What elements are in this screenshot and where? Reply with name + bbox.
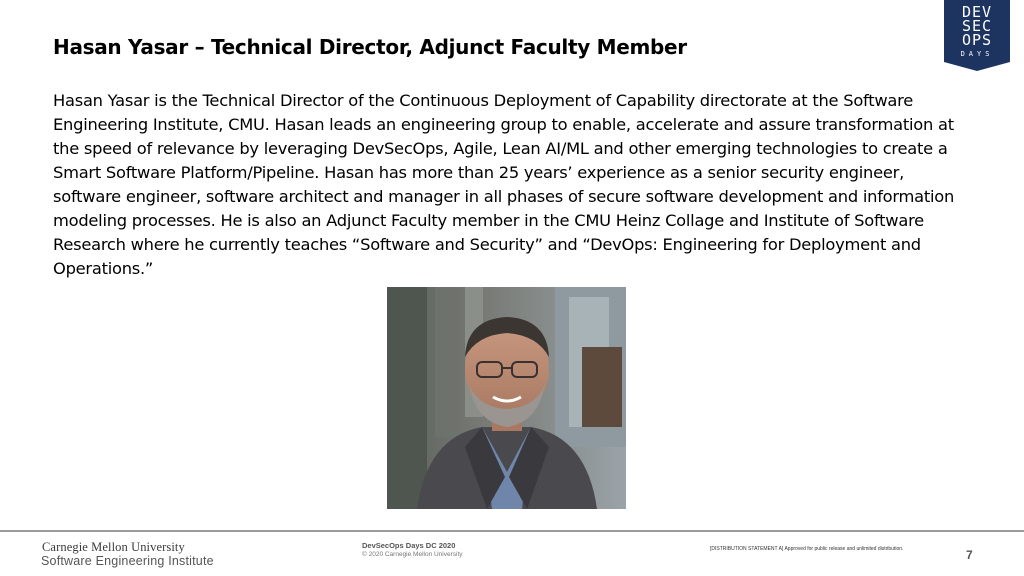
copyright-notice: © 2020 Carnegie Mellon University xyxy=(362,551,463,558)
slide-title: Hasan Yasar – Technical Director, Adjunct Faculty Member xyxy=(53,35,687,59)
logo-line-days: DAYS xyxy=(960,50,994,58)
logo-line-sec: SEC xyxy=(961,17,993,35)
event-name: DevSecOps Days DC 2020 xyxy=(362,541,456,550)
distribution-statement: [DISTRIBUTION STATEMENT A] Approved for public release and unlimited distribution. xyxy=(710,546,904,552)
institute-name: Software Engineering Institute xyxy=(41,554,214,568)
devsecops-days-logo xyxy=(944,0,1010,72)
speaker-photo xyxy=(387,287,626,509)
footer-divider xyxy=(0,530,1024,532)
page-number: 7 xyxy=(966,548,973,562)
university-name: Carnegie Mellon University xyxy=(42,540,185,554)
logo-line-dev: DEV xyxy=(961,3,993,21)
logo-line-ops: OPS xyxy=(961,31,993,49)
bio-paragraph: Hasan Yasar is the Technical Director of the Continuous Deployment of Capability directorate at the Software Engineering Institute, CMU. Hasan leads an engineering group to enable, accelerate and assure transformation at the speed of relevance by leveraging DevSecOps, Agile, Lean AI/ML and other emerging technologies to create a Smart Software Platform/Pipeline. Hasan has more than 25 years’ experience as a senior security engineer, software engineer, software architect and manager in all phases of secure software development and information modeling processes. He is also an Adjunct Faculty member in the CMU Heinz Collage and Institute of Software Research where he currently teaches “Software and Security” and “DevOps: Engineering for Deployment and Operations.” xyxy=(53,91,955,278)
